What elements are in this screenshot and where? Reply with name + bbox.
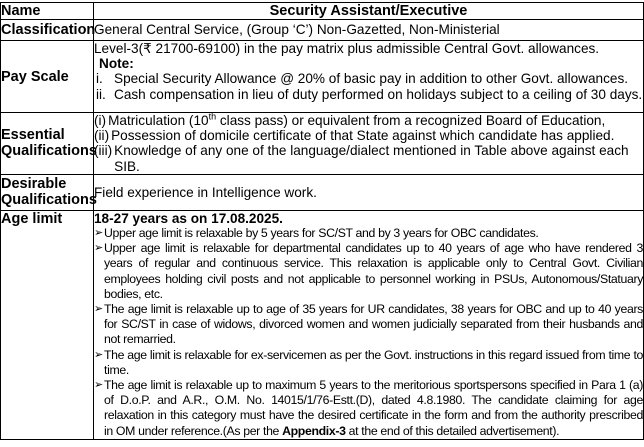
desirable-label-line2: Qualifications <box>1 192 97 209</box>
classification-value: General Central Service, (Group ‘C’) Non-Gazetted, Non-Ministerial <box>94 20 644 41</box>
age-limit-value <box>94 210 644 439</box>
age-relaxation-text: Upper age limit is relaxable by 5 years for SC/ST and by 3 years for OBC candidates. <box>104 226 539 241</box>
arrow-bullet-icon: ➢ <box>94 348 103 361</box>
desirable-label-line1: Desirable <box>1 176 67 193</box>
qualification-text: Knowledge of any one of the language/dialect mentioned in Table above against each SIB. <box>114 143 629 174</box>
classification-label: Classification <box>1 20 94 41</box>
age-limit-label: Age limit <box>1 210 94 439</box>
essential-label-line1: Essential <box>1 127 65 144</box>
qualification-number: (ii) <box>94 128 110 144</box>
classification-row <box>1 20 644 41</box>
age-limit-row <box>1 210 644 439</box>
pay-scale-value <box>94 41 644 113</box>
desirable-label <box>1 174 97 210</box>
arrow-bullet-icon: ➢ <box>94 303 103 316</box>
qualification-text: Possession of domicile certificate of that State against which candidate has applied. <box>111 128 615 144</box>
pay-note-text: Special Security Allowance @ 20% of basic pay in addition to other Govt. allowances. <box>114 71 629 87</box>
qualification-number: (i) <box>94 113 107 128</box>
age-relaxation-item <box>94 241 643 302</box>
post-name: Security Assistant/Executive <box>94 3 644 20</box>
age-relaxation-item <box>94 378 643 439</box>
qualification-number: (iii) <box>94 143 113 159</box>
pay-note-number: i. <box>96 71 103 87</box>
pay-scale-label: Pay Scale <box>1 41 94 113</box>
qualification-item <box>94 128 643 143</box>
age-relaxation-item <box>94 302 643 348</box>
age-relaxation-item <box>94 226 643 241</box>
qualification-text: Matriculation (10th class pass) or equivalent from a recognized Board of Education, <box>108 111 606 128</box>
pay-level-line: Level-3(₹ 21700-69100) in the pay matrix plus admissible Central Govt. allowances. <box>94 41 600 56</box>
essential-value <box>94 113 644 175</box>
note-title: Note: <box>99 56 134 72</box>
arrow-bullet-icon: ➢ <box>94 242 103 255</box>
age-relaxation-text: The age limit is relaxable up to maximum 5 years to the meritorious sportspersons specified in Para 1 (a) of D.o.P. and A.R., O.M. No. 14015/1/76-Estt.(D), dated 4.8.1980. The candidate claiming for age relaxation in this category must have the desired certificate in the form and from the authority prescribed in OM under reference.(As per the Appendix-3 at the end of this detailed advertisement). <box>104 378 643 438</box>
pay-note-text: Cash compensation in lieu of duty performed on holidays subject to a ceiling of 30 days. <box>114 86 643 102</box>
essential-row <box>1 113 644 175</box>
arrow-bullet-icon: ➢ <box>94 379 103 392</box>
job-details-table <box>0 2 644 440</box>
age-relaxation-text: The age limit is relaxable up to age of 35 years for UR candidates, 38 years for OBC and up to 40 years for SC/ST in case of widows, divorced women and women judicially separated from their husbands and not remarried. <box>104 302 643 347</box>
age-relaxation-text: The age limit is relaxable for ex-servicemen as per the Govt. instructions in this regard issued from time to time. <box>104 347 643 377</box>
appendix-reference: Appendix-3 <box>282 423 346 438</box>
qualification-item <box>94 113 643 128</box>
desirable-row <box>1 174 644 210</box>
qualification-item <box>94 143 643 173</box>
essential-label <box>1 113 97 175</box>
age-relaxation-text: Upper age limit is relaxable for departmental candidates up to 40 years of age who have rendered 3 years of regular and continuous service. This relaxation is applicable only to Central Govt. Civilian employees holding civil posts and not applicable to personnel working in PSUs, Autonomous/Statuary bodies, etc. <box>104 241 643 301</box>
pay-note-item <box>94 71 643 86</box>
header-row <box>1 3 644 20</box>
arrow-bullet-icon: ➢ <box>94 227 103 240</box>
essential-label-line2: Qualifications <box>1 143 97 160</box>
pay-scale-row <box>1 41 644 113</box>
age-limit-heading: 18-27 years as on 17.08.2025. <box>94 210 283 226</box>
age-relaxation-item <box>94 348 643 378</box>
desirable-value: Field experience in Intelligence work. <box>94 174 644 210</box>
pay-note-item <box>94 87 643 102</box>
pay-note-number: ii. <box>96 86 106 102</box>
name-label: Name <box>1 3 94 20</box>
